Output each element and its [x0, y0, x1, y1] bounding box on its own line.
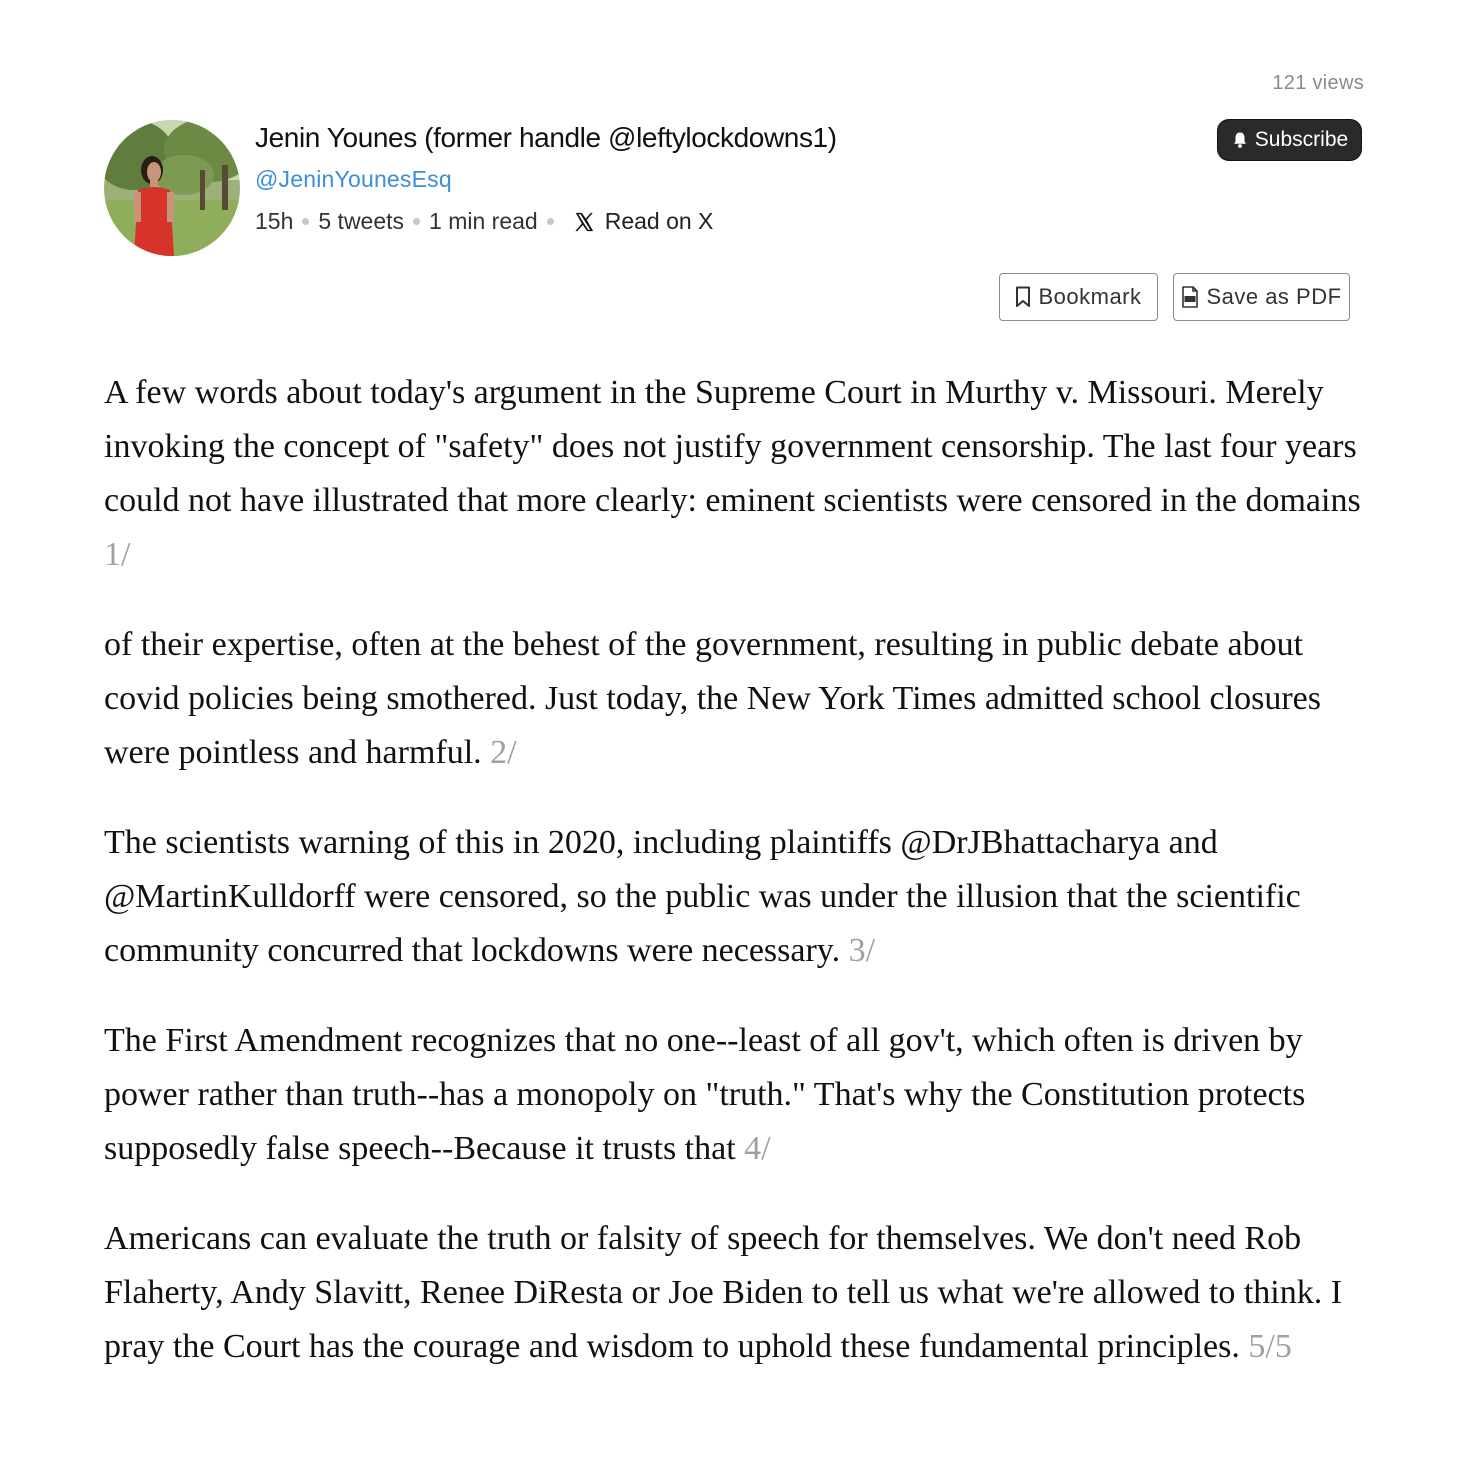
tweet-number[interactable]: 1/	[104, 536, 131, 573]
x-logo-icon	[573, 211, 595, 233]
view-count: 121 views	[1272, 72, 1364, 94]
author-handle[interactable]: @JeninYounesEsq	[255, 166, 452, 192]
bell-icon	[1231, 131, 1249, 149]
tweet-text: of their expertise, often at the behest of the government, resulting in public debate about covid policies being smothered. Just today, the New York Times admitted school closures were pointless and harmful.	[104, 626, 1321, 771]
pdf-file-icon	[1181, 286, 1199, 308]
bookmark-button[interactable]	[999, 273, 1158, 321]
tweet-text: Americans can evaluate the truth or falsity of speech for themselves. We don't need Rob Flaherty, Andy Slavitt, Renee DiResta or Joe Biden to tell us what we're allowed to think. I pray the Court has the courage and wisdom to uphold these fundamental principles.	[104, 1220, 1343, 1365]
tweet-text: The First Amendment recognizes that no one--least of all gov't, which often is driven by power rather than truth--has a monopoly on "truth." That's why the Constitution protects supposedly false speech--Because it trusts that	[104, 1022, 1306, 1167]
tweet-paragraph	[104, 816, 1369, 978]
tweet-text: The scientists warning of this in 2020, including plaintiffs @DrJBhattacharya and @MartinKulldorff were censored, so the public was under the illusion that the scientific community concurred that lockdowns were necessary.	[104, 824, 1301, 969]
read-on-x-link[interactable]	[573, 208, 714, 235]
thread-meta	[255, 208, 713, 235]
thread-body	[104, 366, 1369, 1410]
separator-dot	[413, 218, 420, 225]
tweet-count: 5 tweets	[318, 208, 405, 234]
bookmark-icon	[1015, 286, 1031, 308]
tweet-paragraph	[104, 1212, 1369, 1374]
tweet-paragraph	[104, 618, 1369, 780]
tweet-number[interactable]: 4/	[744, 1130, 771, 1167]
post-age: 15h	[255, 208, 294, 234]
author-avatar[interactable]	[104, 120, 240, 256]
read-time: 1 min read	[429, 208, 538, 234]
avatar-image	[104, 120, 240, 256]
save-as-pdf-label: Save as PDF	[1206, 284, 1342, 309]
subscribe-button[interactable]	[1217, 119, 1362, 161]
read-on-x-label: Read on X	[604, 208, 714, 234]
author-name[interactable]: Jenin Younes (former handle @leftylockdowns1)	[255, 122, 837, 153]
save-as-pdf-button[interactable]	[1173, 273, 1350, 321]
tweet-paragraph	[104, 1014, 1369, 1176]
tweet-text: A few words about today's argument in the Supreme Court in Murthy v. Missouri. Merely invoking the concept of "safety" does not justify government censorship. The last four years could not have illustrated that more clearly: eminent scientists were censored in the domains	[104, 374, 1361, 519]
subscribe-label: Subscribe	[1254, 128, 1349, 151]
tweet-number[interactable]: 3/	[848, 932, 876, 969]
tweet-paragraph	[104, 366, 1369, 582]
tweet-number[interactable]: 5/5	[1248, 1328, 1292, 1365]
separator-dot	[302, 218, 309, 225]
bookmark-label: Bookmark	[1038, 284, 1142, 309]
tweet-number[interactable]: 2/	[490, 734, 517, 771]
separator-dot	[547, 218, 554, 225]
